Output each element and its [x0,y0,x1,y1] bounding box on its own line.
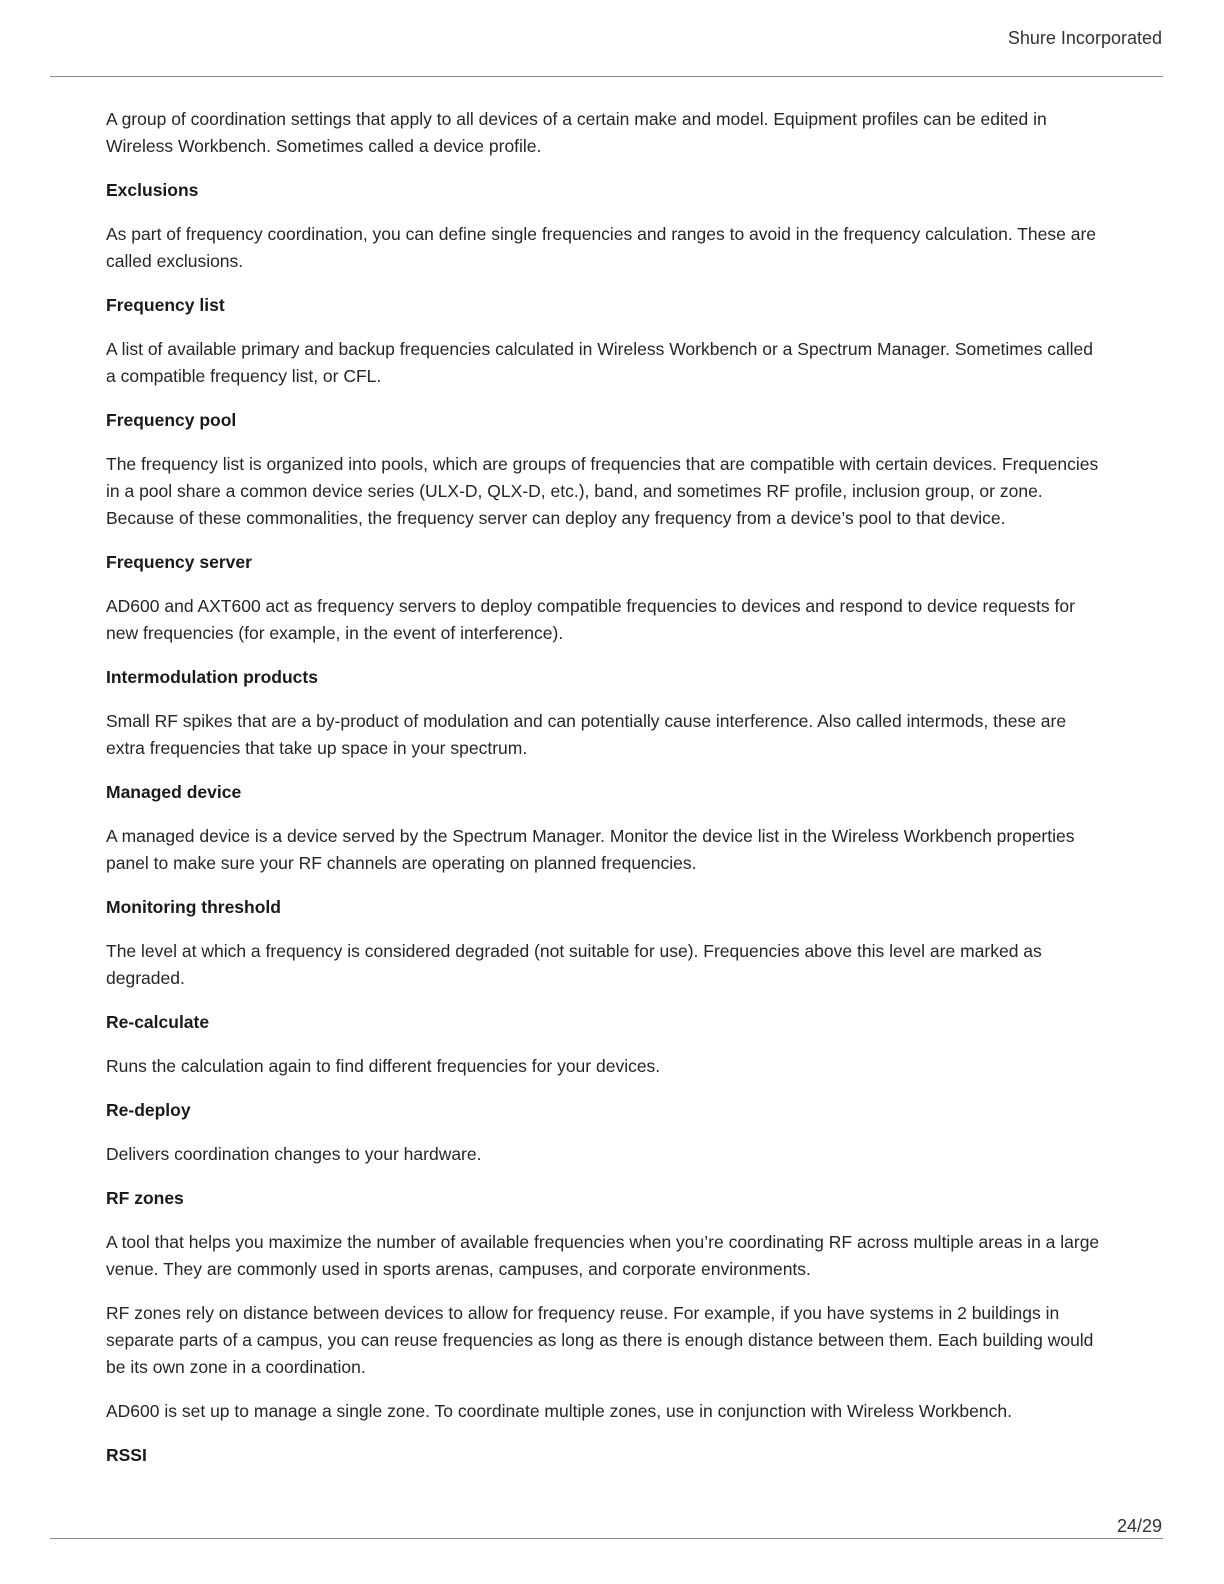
glossary-entry-monitoring-threshold [106,894,1106,992]
term-definition: AD600 and AXT600 act as frequency servers to deploy compatible frequencies to devices and respond to device requests for new frequencies (for example, in the event of interference). [106,596,1075,643]
term-heading: Managed device [106,782,242,802]
intro-paragraph: A group of coordination settings that apply to all devices of a certain make and model. Equipment profiles can be edited in Wireless Workbench. Sometimes called a device profile. [106,109,1047,156]
term-definition: A list of available primary and backup frequencies calculated in Wireless Workbench or a Spectrum Manager. Sometimes called a compatible frequency list, or CFL. [106,339,1093,386]
term-definition: Delivers coordination changes to your hardware. [106,1144,482,1164]
term-definition: RF zones rely on distance between devices to allow for frequency reuse. For example, if you have systems in 2 buildings in separate parts of a campus, you can reuse frequencies as long as there is enough distance between them. Each building would be its own zone in a coordination. [106,1303,1094,1377]
page-number: 24/29 [1116,1516,1162,1536]
term-definition: Small RF spikes that are a by-product of modulation and can potentially cause interference. Also called intermods, these are extra frequencies that take up space in your spectrum. [106,711,1067,758]
term-definition: A managed device is a device served by the Spectrum Manager. Monitor the device list in the Wireless Workbench properties panel to make sure your RF channels are operating on planned frequencies. [106,826,1075,873]
glossary-content [106,106,1106,1486]
glossary-entry-exclusions [106,177,1106,275]
term-heading: Frequency pool [106,410,237,430]
glossary-entry-re-deploy [106,1097,1106,1168]
term-definition: A tool that helps you maximize the number of available frequencies when you’re coordinating RF across multiple areas in a large venue. They are commonly used in sports arenas, campuses, and corporate environments. [106,1232,1100,1279]
term-heading: Re-calculate [106,1012,210,1032]
header-company-name: Shure Incorporated [1007,28,1162,48]
term-heading: Exclusions [106,180,199,200]
term-heading: RF zones [106,1188,184,1208]
glossary-entry-intermodulation-products [106,664,1106,762]
header-divider [50,76,1163,77]
term-definition: AD600 is set up to manage a single zone. To coordinate multiple zones, use in conjunction with Wireless Workbench. [106,1401,1012,1421]
glossary-entry-frequency-list [106,292,1106,390]
term-heading: Monitoring threshold [106,897,281,917]
term-heading: RSSI [106,1445,147,1465]
glossary-entry-frequency-pool [106,407,1106,532]
term-definition: As part of frequency coordination, you can define single frequencies and ranges to avoid in the frequency calculation. These are called exclusions. [106,224,1097,271]
term-heading: Re-deploy [106,1100,191,1120]
glossary-entry-re-calculate [106,1009,1106,1080]
term-heading: Intermodulation products [106,667,318,687]
term-definition: The frequency list is organized into pools, which are groups of frequencies that are compatible with certain devices. Frequencies in a pool share a common device series (ULX-D, QLX-D, etc.), band, and sometimes RF profile, inclusion group, or zone. Because of these commonalities, the frequency server can deploy any frequency from a device’s pool to that device. [106,454,1099,528]
term-definition: The level at which a frequency is considered degraded (not suitable for use). Frequencies above this level are marked as degraded. [106,941,1042,988]
footer-divider [50,1538,1163,1539]
term-heading: Frequency list [106,295,225,315]
term-definition: Runs the calculation again to find different frequencies for your devices. [106,1056,661,1076]
term-heading: Frequency server [106,552,252,572]
glossary-entry-rf-zones [106,1185,1106,1425]
glossary-entry-rssi [106,1442,1106,1469]
glossary-entry-frequency-server [106,549,1106,647]
glossary-entry-managed-device [106,779,1106,877]
